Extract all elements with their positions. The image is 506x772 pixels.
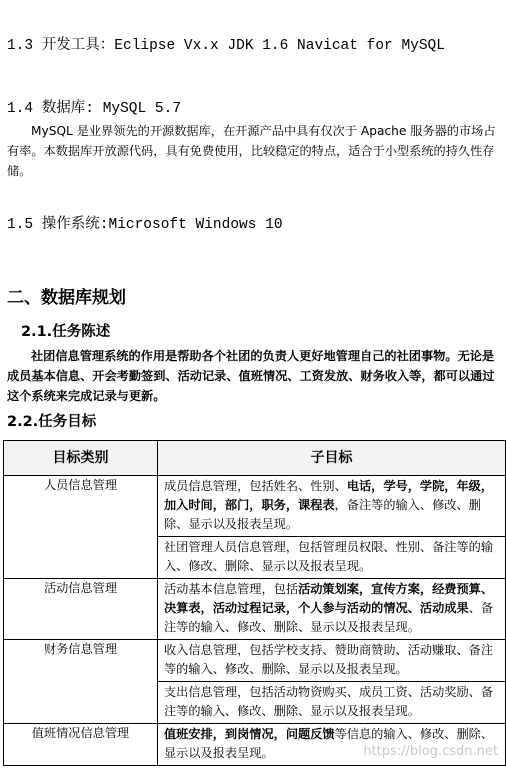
subgoal-text: 支出信息管理，包括活动物资购买、成员工资、活动奖励、备注等的输入、修改、删除、显示以及报表呈现。 <box>164 685 494 718</box>
goal-category-cell: 财务信息管理 <box>4 640 158 724</box>
subgoal-text: 电话，学号，学院，年级，加入时间，部门，职务，课程表 <box>164 479 494 512</box>
subgoal-text: 社团管理人员信息管理，包括管理员权限、性别、备注等的输入、修改、删除、显示以及报表呈现。 <box>164 540 494 573</box>
section-2-1-paragraph: 社团信息管理系统的作用是帮助各个社团的负责人更好地管理自己的社团事物。无论是成员基本信息、开会考勤签到、活动记录、值班情况、工资发放、财务收入等，都可以通过这个系统来完成记录与更新。 <box>7 349 495 403</box>
goal-category-cell: 人员信息管理 <box>4 476 158 579</box>
section-2-1-heading: 2.1.任务陈述 <box>21 324 111 340</box>
chapter-2-heading: 二、数据库规划 <box>7 288 126 308</box>
goal-category-cell: 活动信息管理 <box>4 579 158 640</box>
subgoal-cell <box>158 537 506 579</box>
subgoal-cell <box>158 640 506 682</box>
subgoal-text: 活动策划案，宣传方案，经费预算、决算表，活动过程记录，个人参与活动的情况、活动成果 <box>164 582 494 615</box>
subgoal-cell <box>158 579 506 640</box>
table-row <box>4 476 506 537</box>
table-header-row <box>4 441 506 476</box>
header-subgoal: 子目标 <box>158 441 506 476</box>
section-1-3-heading: 1.3 开发工具：Eclipse Vx.x JDK 1.6 Navicat for MySQL <box>7 38 445 54</box>
subgoal-cell <box>158 476 506 537</box>
subgoal-cell <box>158 682 506 724</box>
section-2-2-heading: 2.2.任务目标 <box>7 414 97 430</box>
subgoal-text: 值班安排，到岗情况，问题反馈 <box>164 727 335 741</box>
watermark: https://blog.csdn.net <box>363 744 498 759</box>
subgoal-text: 收入信息管理，包括学校支持、赞助商赞助、活动赚取、备注等的输入、修改、删除、显示以及报表呈现。 <box>164 643 494 676</box>
task-goals-table <box>3 440 506 766</box>
subgoal-text: 、备注等的输入、修改、删除、显示以及报表呈现。 <box>164 601 494 634</box>
table-row <box>4 640 506 682</box>
table-row <box>4 579 506 640</box>
section-1-4-paragraph: MySQL 是业界领先的开源数据库，在开源产品中具有仅次于 Apache 服务器的市场占有率。本数据库开放源代码，具有免费使用，比较稳定的特点，适合于小型系统的持久性存储。 <box>7 124 496 178</box>
subgoal-text: ，备注等的输入、修改、删除、显示以及报表呈现。 <box>164 498 481 531</box>
header-category: 目标类别 <box>4 441 158 476</box>
subgoal-text: 活动基本信息管理，包括 <box>164 582 299 596</box>
subgoal-text: 等信息的输入、修改、删除、显示以及报表呈现。 <box>164 727 494 760</box>
section-1-5-heading: 1.5 操作系统:Microsoft Windows 10 <box>7 217 283 233</box>
subgoal-text: 成员信息管理，包括姓名、性别、 <box>164 479 347 493</box>
section-1-4-heading: 1.4 数据库: MySQL 5.7 <box>7 101 182 117</box>
goal-category-cell: 值班情况信息管理 <box>4 724 158 766</box>
